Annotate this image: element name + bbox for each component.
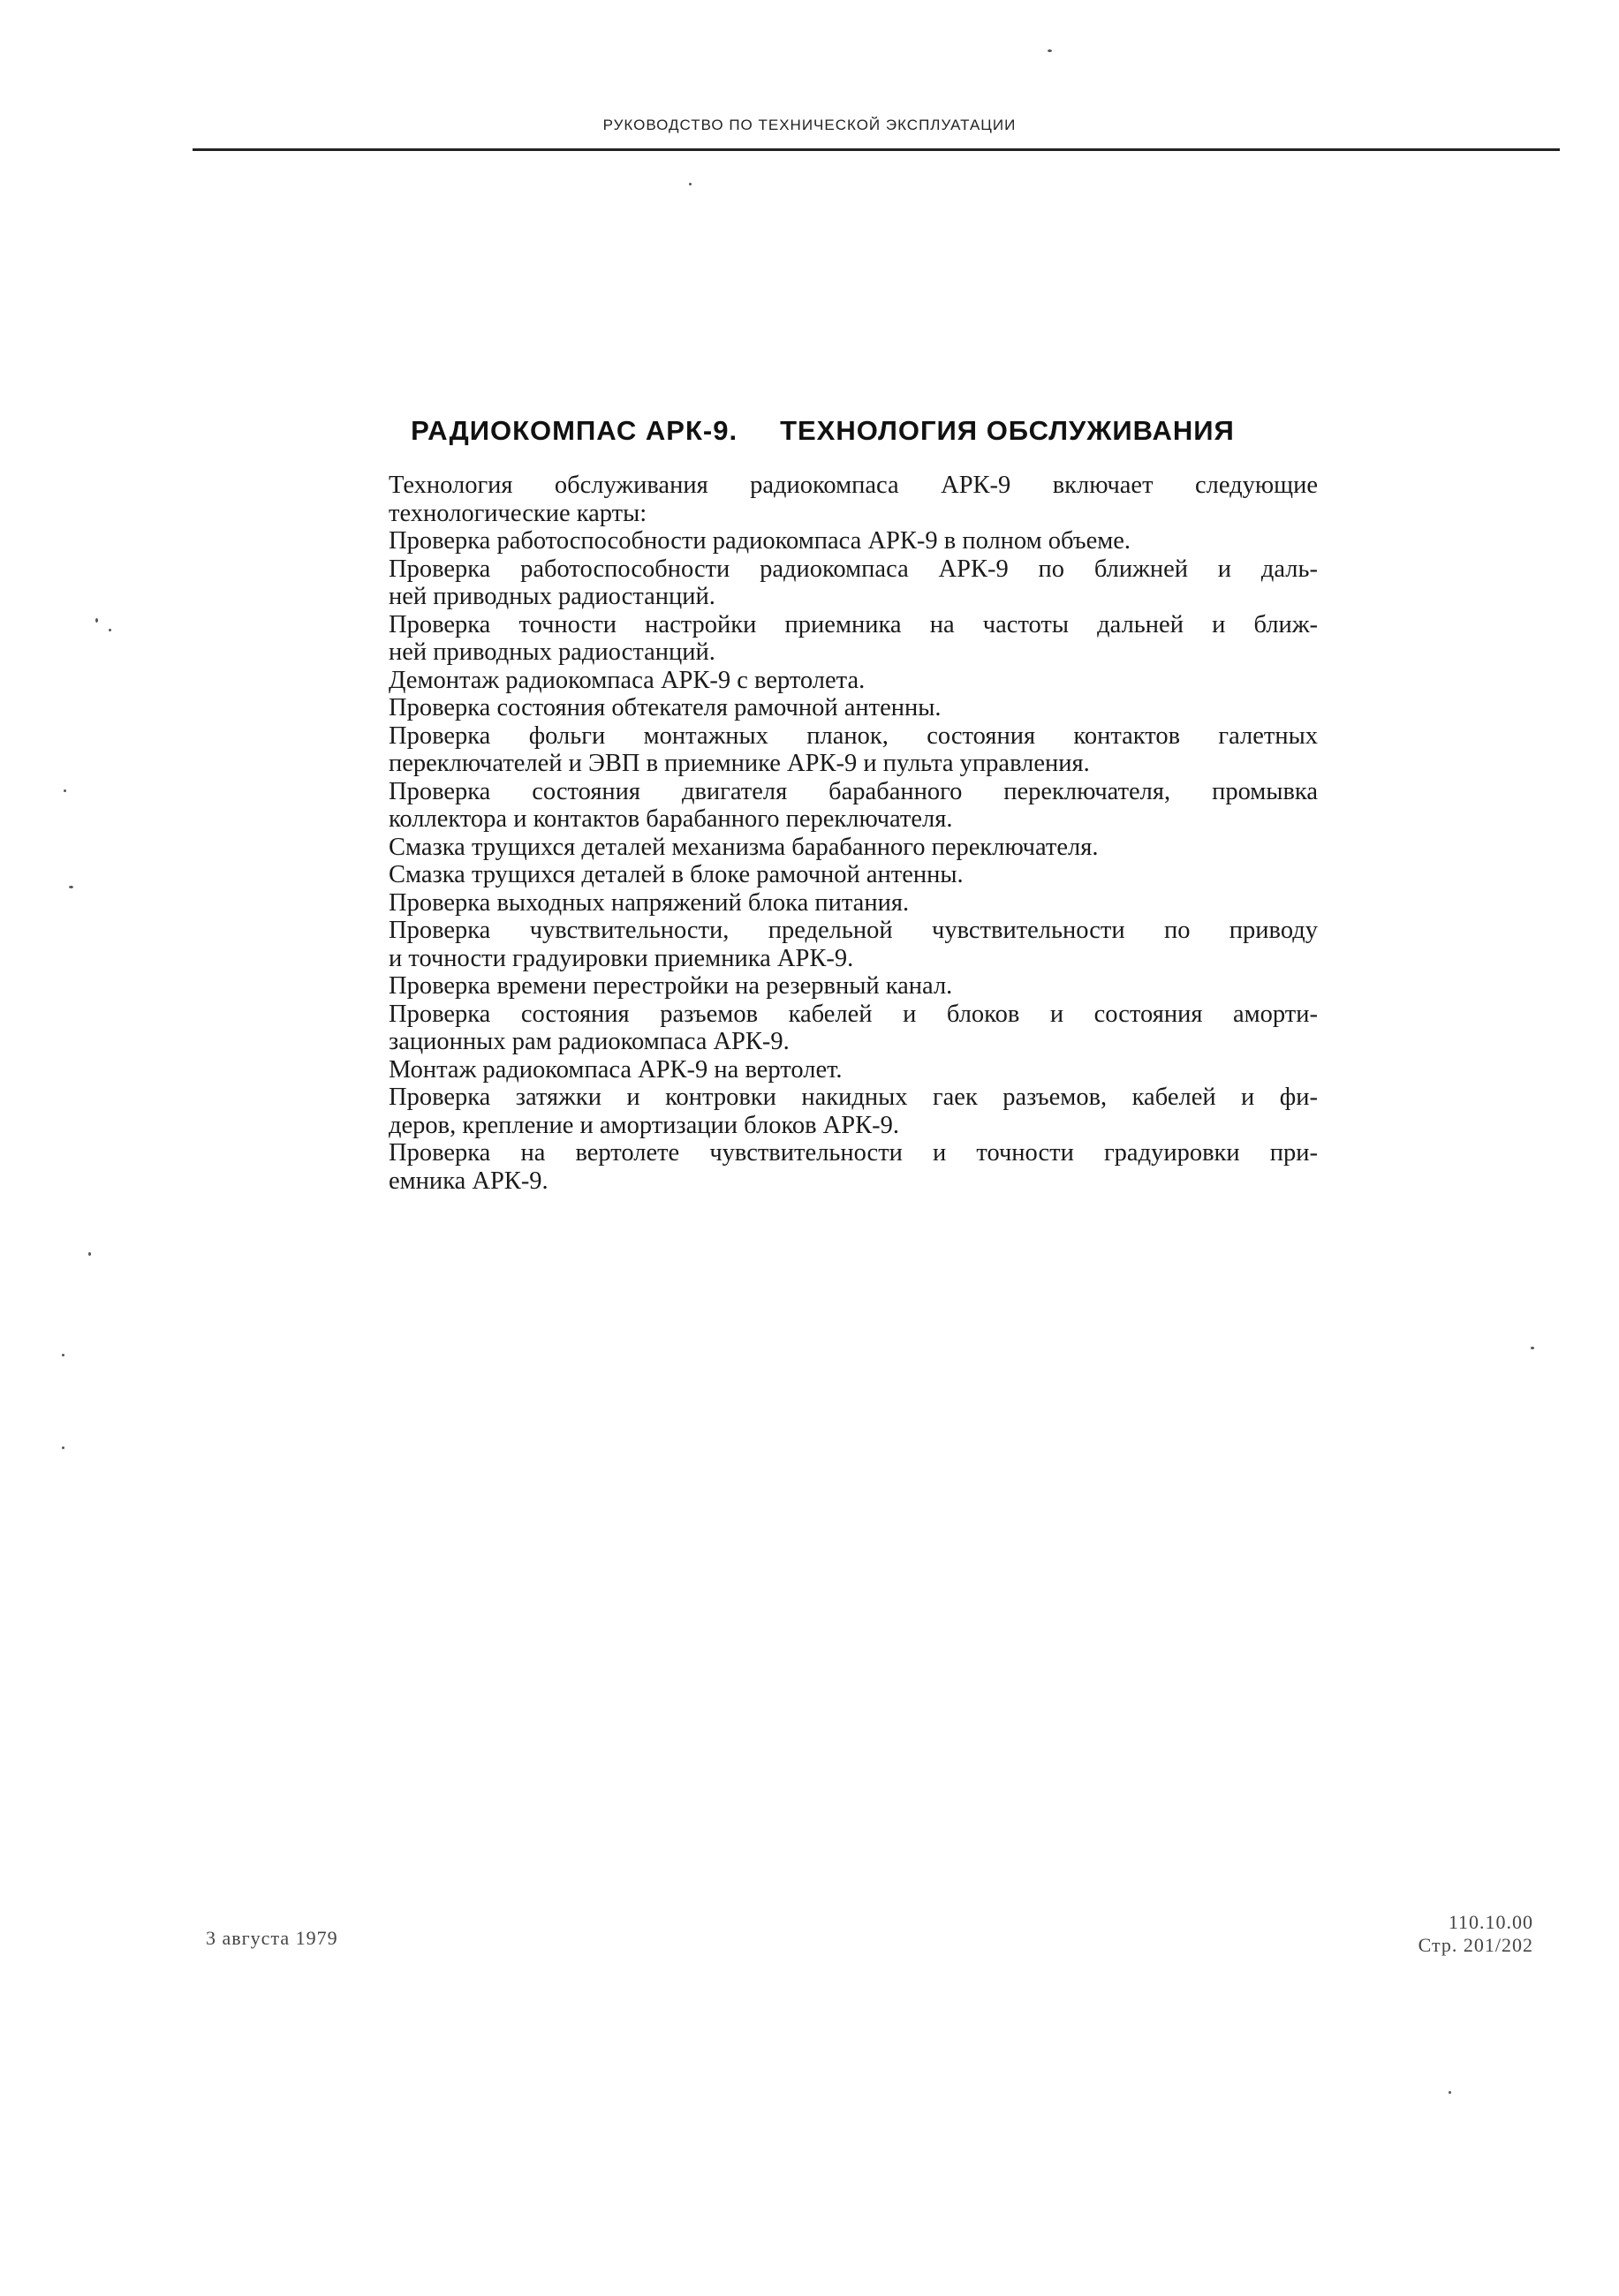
scan-speck (62, 1446, 64, 1449)
list-item-line: Смазка трущихся деталей механизма барабанного переключателя. (389, 833, 1099, 861)
list-item-line: деров, крепление и амортизации блоков АРК-9. (389, 1111, 899, 1139)
list-item-line: емника АРК-9. (389, 1167, 548, 1195)
list-item (389, 917, 1318, 972)
scan-speck (64, 789, 66, 792)
scan-speck (109, 629, 111, 631)
intro-line-2: технологические карты: (389, 499, 647, 527)
list-item (389, 1001, 1318, 1056)
list-item-line: Проверка состояния обтекателя рамочной антенны. (389, 694, 942, 721)
scan-speck (1531, 1347, 1534, 1349)
title-part-technology: ТЕХНОЛОГИЯ ОБСЛУЖИВАНИЯ (780, 415, 1235, 446)
list-item (389, 667, 1318, 695)
list-item-line: Смазка трущихся деталей в блоке рамочной антенны. (389, 861, 964, 888)
list-item-line: Проверка состояния двигателя барабанного переключателя, промывка (389, 777, 1318, 805)
document-number: 110.10.00 (1448, 1911, 1533, 1933)
list-item (389, 555, 1318, 611)
page-title (0, 415, 1619, 447)
list-item-line: ней приводных радиостанций. (389, 638, 715, 666)
list-item (389, 694, 1318, 722)
list-item (389, 1139, 1318, 1195)
list-item (389, 722, 1318, 778)
list-item-line: и точности градуировки приемника АРК-9. (389, 944, 854, 972)
list-item (389, 1084, 1318, 1139)
list-item-line: Монтаж радиокомпаса АРК-9 на вертолет. (389, 1055, 843, 1084)
list-item (389, 778, 1318, 834)
title-part-device: РАДИОКОМПАС АРК-9. (411, 415, 738, 446)
scan-speck (69, 886, 73, 888)
list-item (389, 611, 1318, 667)
list-item (389, 972, 1318, 1001)
list-item-line: ней приводных радиостанций. (389, 583, 715, 610)
list-item-line: Проверка времени перестройки на резервный канал. (389, 972, 953, 1000)
list-item-line: Проверка чувствительности, предельной чувствительности по приводу (389, 917, 1318, 944)
footer-reference (1419, 1911, 1533, 1957)
list-item-line: Проверка на вертолете чувствительности и точности градуировки при- (389, 1139, 1318, 1167)
list-item-line: зационных рам радиокомпаса АРК-9. (389, 1028, 790, 1055)
scan-speck (689, 183, 692, 185)
list-item-line: Проверка состояния разъемов кабелей и блоков и состояния аморти- (389, 1000, 1318, 1028)
header-rule (193, 148, 1560, 151)
list-item-line: Проверка выходных напряжений блока питания. (389, 888, 910, 917)
maintenance-items (389, 527, 1318, 1195)
scan-speck (62, 1354, 64, 1356)
scan-speck (88, 1252, 91, 1256)
list-item (389, 861, 1318, 889)
list-item (389, 1056, 1318, 1084)
list-item (389, 834, 1318, 862)
maintenance-list (389, 472, 1318, 1195)
list-item (389, 527, 1318, 555)
list-item-line: Проверка работоспособности радиокомпаса АРК-9 по ближней и даль- (389, 555, 1318, 583)
scan-speck (1449, 2091, 1451, 2094)
list-item-line: переключателей и ЭВП в приемнике АРК-9 и пульта управления. (389, 750, 1090, 777)
scan-speck (1048, 49, 1052, 52)
list-item (389, 889, 1318, 918)
page-number: Стр. 201/202 (1418, 1934, 1533, 1956)
footer-date: 3 августа 1979 (206, 1927, 338, 1949)
list-item-line: Проверка точности настройки приемника на частоты дальней и ближ- (389, 610, 1318, 638)
running-header: РУКОВОДСТВО ПО ТЕХНИЧЕСКОЙ ЭКСПЛУАТАЦИИ (602, 117, 1017, 133)
list-item-line: Демонтаж радиокомпаса АРК-9 с вертолета. (389, 666, 866, 694)
list-item-line: Проверка фольги монтажных планок, состояния контактов галетных (389, 721, 1318, 750)
list-item-line: коллектора и контактов барабанного переключателя. (389, 805, 953, 833)
intro-line-1: Технология обслуживания радиокомпаса АРК-9 включает следующие (389, 472, 1318, 499)
list-item-line: Проверка работоспособности радиокомпаса АРК-9 в полном объеме. (389, 527, 1131, 555)
list-item-line: Проверка затяжки и контровки накидных гаек разъемов, кабелей и фи- (389, 1084, 1318, 1111)
scan-speck (95, 618, 98, 623)
